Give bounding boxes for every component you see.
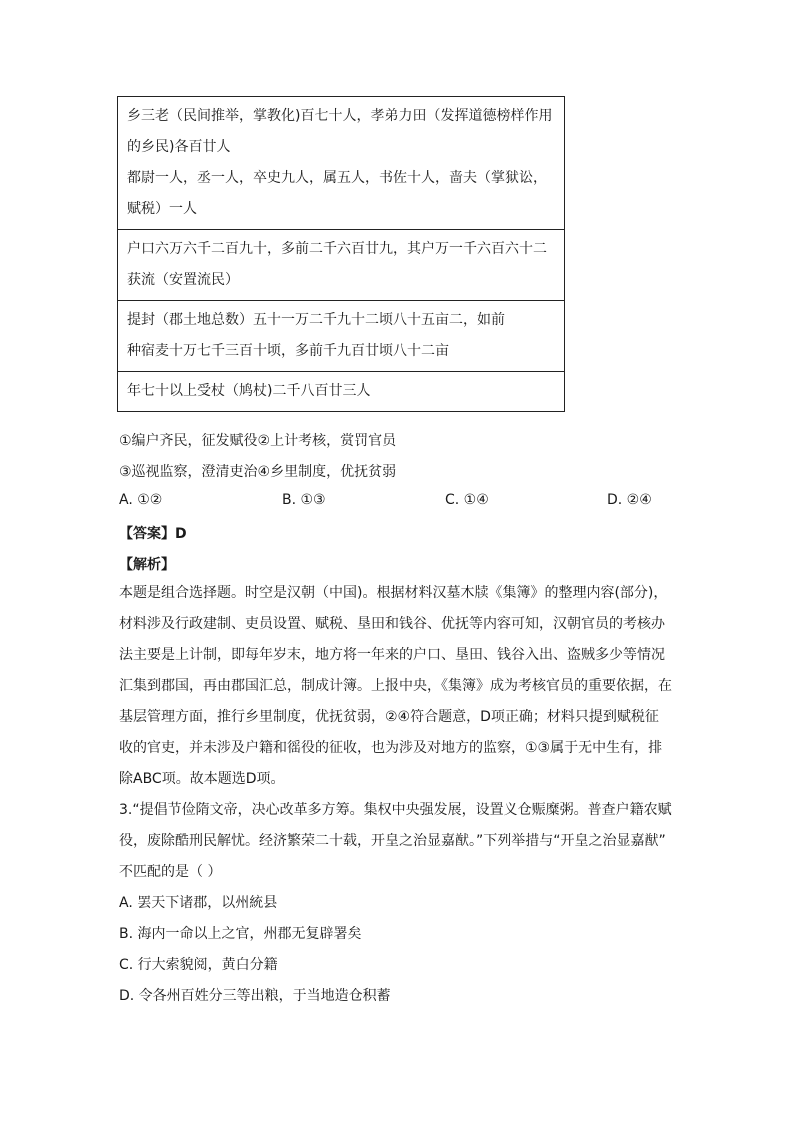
table-row [118,371,564,411]
analysis-paragraph [119,578,672,795]
question-3-options [119,888,391,1012]
option-a: A. ①② [119,492,163,508]
table-line: 乡三老（民间推举，掌教化)百七十人，孝弟力田（发挥道德榜样作用 [127,108,553,124]
table-line: 的乡民)各百廿人 [127,139,231,155]
analysis-line: 收的官吏，并未涉及户籍和徭役的征收，也为涉及对地方的监察，①③属于无中生有，排 [119,740,663,756]
table-row [118,97,564,229]
question-option-a: A. 罢天下诸郡，以州統县 [119,895,278,911]
statement-line: ③巡视监察，澄清吏治④乡里制度，优抚贫弱 [119,464,397,480]
option-c: C. ①④ [445,492,489,508]
analysis-line: 基层管理方面，推行乡里制度，优抚贫弱，②④符合题意，D项正确；材料只提到赋税征 [119,709,659,725]
option-d: D. ②④ [607,492,652,508]
analysis-line: 汇集到郡国，再由郡国汇总，制成计簿。上报中央，《集簿》成为考核官员的重要依据，在 [119,678,672,694]
table-line: 年七十以上受杖（鸠杖)二千八百廿三人 [127,383,371,399]
table-line: 都尉一人，丞一人，卒史九人，属五人，书佐十人，啬夫（掌狱讼， [127,170,547,186]
table-row [118,300,564,371]
table-line: 提封（郡土地总数）五十一万二千九十二顷八十五亩二，如前 [127,312,505,328]
answer-label: 【答案】D [119,526,187,542]
table-row [118,229,564,300]
question-line: 役，废除酷刑民解忧。经济繁荣二十载，开皇之治显嘉猷。”下列举措与“开皇之治显嘉猷” [119,833,666,849]
question-line: 不匹配的是（ ） [119,864,222,880]
material-table [117,96,565,412]
statement-line: ①编户齐民，征发赋役②上计考核，赏罚官员 [119,433,397,449]
analysis-line: 除ABC项。故本题选D项。 [119,771,285,787]
question-3-stem [119,795,672,888]
table-line: 种宿麦十万七千三百十顷，多前千九百廿顷八十二亩 [127,343,449,359]
option-b: B. ①③ [282,492,326,508]
analysis-line: 法主要是上计制，即每年岁末，地方将一年来的户口、垦田、钱谷入出、盗贼多少等情况 [119,647,665,663]
analysis-line: 材料涉及行政建制、吏员设置、赋税、垦田和钱谷、优抚等内容可知，汉朝官员的考核办 [119,616,665,632]
analysis-label: 【解析】 [119,557,175,573]
table-line: 户口六万六千二百九十，多前二千六百廿九，其户万一千六百六十二 [127,241,547,257]
question-line: 3.“提倡节俭隋文帝，决心改革多方筹。集权中央强发展，设置义仓赈糜粥。普查户籍农赋 [119,802,672,818]
question-option-b: B. 海内一命以上之官，州郡无复辟署矣 [119,926,362,942]
question-option-d: D. 令各州百姓分三等出粮，于当地造仓积蓄 [119,988,391,1004]
question-option-c: C. 行大索貌阅，黄白分籍 [119,957,278,973]
table-line: 赋税）一人 [127,201,197,217]
analysis-line: 本题是组合选择题。时空是汉朝（中国)。根据材料汉墓木牍《集簿》的整理内容(部分)， [119,585,668,601]
table-line: 获流（安置流民） [127,272,239,288]
